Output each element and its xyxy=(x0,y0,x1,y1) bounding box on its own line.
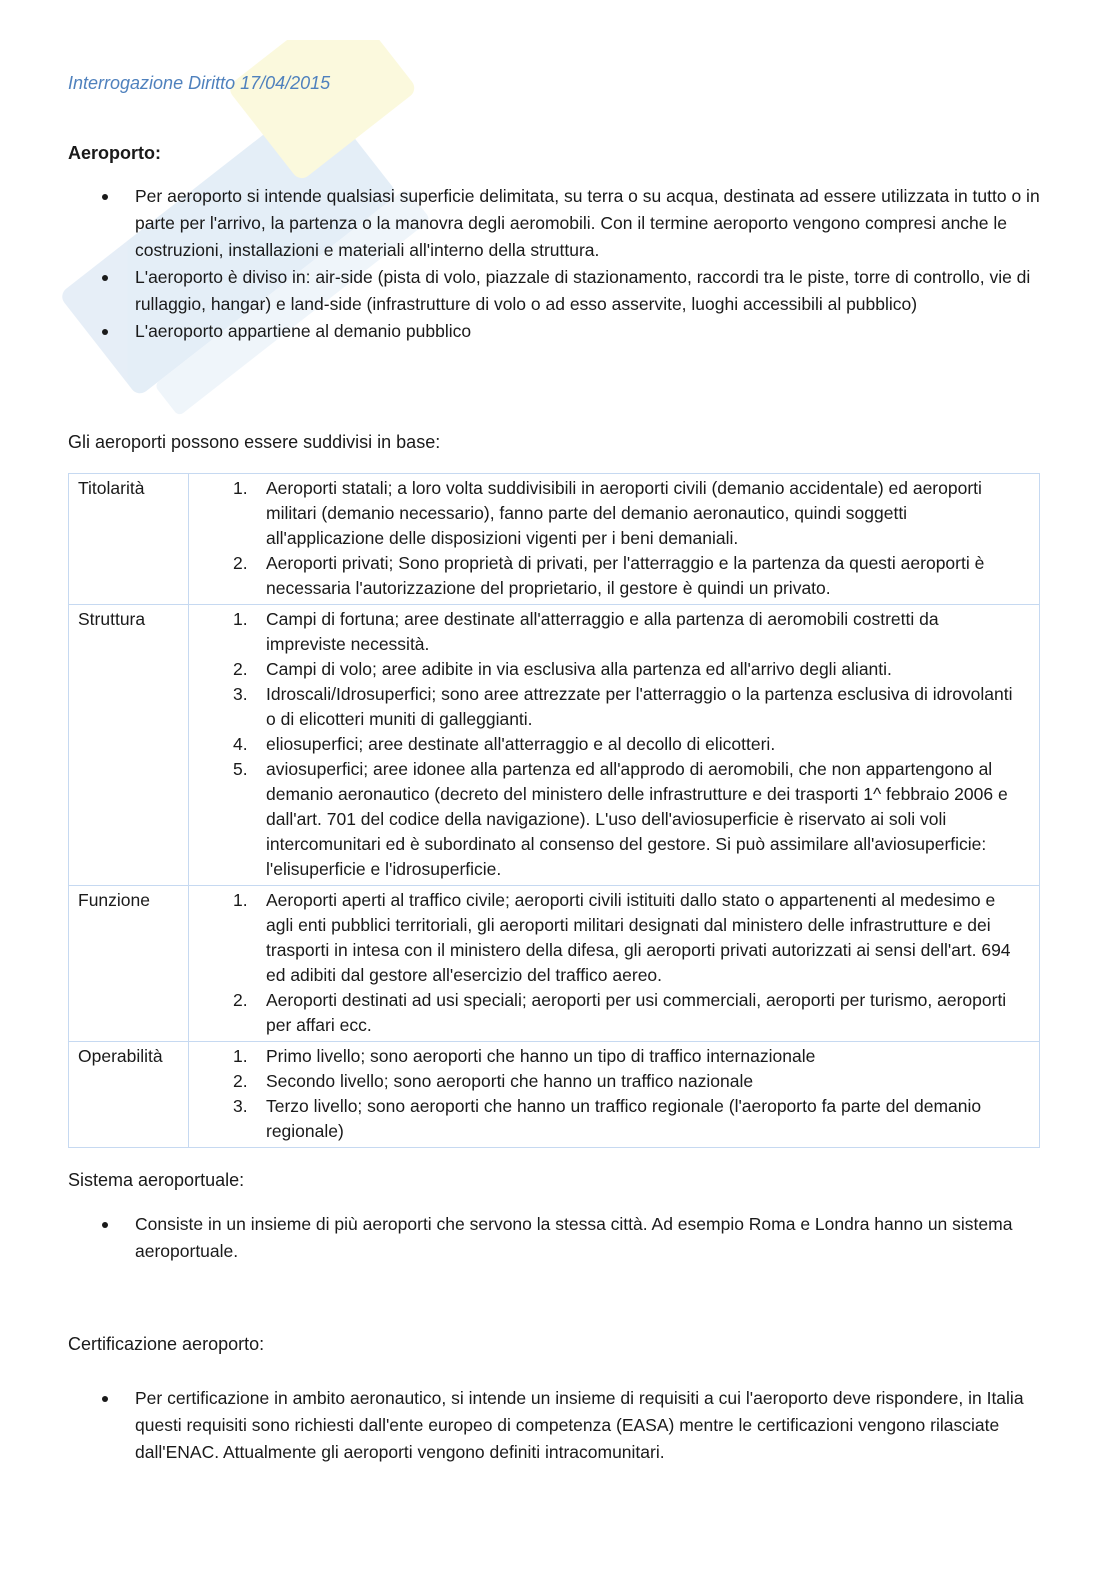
classification-table xyxy=(68,473,1040,1148)
list-item: 5. aviosuperfici; aree idonee alla partenza ed all'approdo di aeromobili, che non appartengono al demanio aeronautico (decreto del ministero delle infrastrutture e dei trasporti 1^ febbraio 2006 e dall'art. 701 del codice della navigazione). L'uso dell'aviosuperficie è riservato ai soli voli intercomunitari ed è subordinato al consenso del gestore. Si può assimilare all'aviosuperficie: l'elisuperficie e l'idrosuperficie. xyxy=(233,759,1008,879)
list-item: L'aeroporto è diviso in: air-side (pista di volo, piazzale di stazionamento, raccordi tra le piste, torre di controllo, vie di rullaggio, hangar) e land-side (infrastrutture di volo o ad esso asservite, luoghi accessibili al pubblico) xyxy=(68,264,1043,318)
category-cell: Operabilità xyxy=(69,1042,189,1148)
category-cell: Funzione xyxy=(69,886,189,1042)
items-cell xyxy=(189,605,1040,886)
list-item: L'aeroporto appartiene al demanio pubblico xyxy=(68,318,1043,345)
list-item: 4. eliosuperfici; aree destinate all'atterraggio e al decollo di elicotteri. xyxy=(233,734,776,754)
classification-intro: Gli aeroporti possono essere suddivisi in base: xyxy=(68,432,441,452)
bullet-icon xyxy=(102,1396,108,1402)
document-header-title: Interrogazione Diritto 17/04/2015 xyxy=(68,73,331,93)
list-item: 1. Aeroporti statali; a loro volta suddivisibili in aeroporti civili (demanio accidentale) ed aeroporti militari (demanio necessario), fanno parte del demanio aeronautico, quindi soggetti all'applicazione delle disposizioni vigenti per i beni demaniali. xyxy=(233,478,982,548)
category-cell: Struttura xyxy=(69,605,189,886)
list-item: 1. Aeroporti aperti al traffico civile; aeroporti civili istituiti dallo stato o appartenenti al medesimo e agli enti pubblici territoriali, gli aeroporti militari designati dal ministero delle infrastrutture e dei trasporti in intesa con il ministero della difesa, gli aeroporti privati autorizzati ai sensi dell'art. 694 ed adibiti dal gestore all'esercizio del traffico aereo. xyxy=(233,890,1011,985)
certificazione-bullet-list xyxy=(68,1385,1043,1466)
category-cell: Titolarità xyxy=(69,474,189,605)
bullet-icon xyxy=(102,194,108,200)
certificazione-heading: Certificazione aeroporto: xyxy=(68,1334,265,1354)
bullet-icon xyxy=(102,329,108,335)
list-item: 2. Aeroporti privati; Sono proprietà di privati, per l'atterraggio e la partenza da questi aeroporti è necessaria l'autorizzazione del proprietario, il gestore è quindi un privato. xyxy=(233,553,985,598)
list-item: 3. Idroscali/Idrosuperfici; sono aree attrezzate per l'atterraggio o la partenza esclusiva di idrovolanti o di elicotteri muniti di galleggianti. xyxy=(233,684,1013,729)
sistema-bullet-list xyxy=(68,1211,1043,1265)
bullet-icon xyxy=(102,275,108,281)
table-row xyxy=(69,886,1040,1042)
items-cell xyxy=(189,474,1040,605)
items-cell xyxy=(189,1042,1040,1148)
list-item: 2. Campi di volo; aree adibite in via esclusiva alla partenza ed all'arrivo degli alianti. xyxy=(233,659,892,679)
list-item: Consiste in un insieme di più aeroporti che servono la stessa città. Ad esempio Roma e Londra hanno un sistema aeroportuale. xyxy=(68,1211,1043,1265)
list-item: Per certificazione in ambito aeronautico, si intende un insieme di requisiti a cui l'aeroporto deve rispondere, in Italia questi requisiti sono richiesti dall'ente europeo di competenza (EASA) mentre le certificazioni vengono rilasciate dall'ENAC. Attualmente gli aeroporti vengono definiti intracomunitari. xyxy=(68,1385,1043,1466)
list-item: 3. Terzo livello; sono aeroporti che hanno un traffico regionale (l'aeroporto fa parte del demanio regionale) xyxy=(233,1096,982,1141)
table-row xyxy=(69,1042,1040,1148)
table-row xyxy=(69,474,1040,605)
list-item: 1. Campi di fortuna; aree destinate all'atterraggio e alla partenza di aeromobili costretti da impreviste necessità. xyxy=(233,609,939,654)
bullet-icon xyxy=(102,1222,108,1228)
list-item: 1. Primo livello; sono aeroporti che hanno un tipo di traffico internazionale xyxy=(233,1046,816,1066)
sistema-heading: Sistema aeroportuale: xyxy=(68,1170,245,1190)
items-cell xyxy=(189,886,1040,1042)
list-item: Per aeroporto si intende qualsiasi superficie delimitata, su terra o su acqua, destinata ad essere utilizzata in tutto o in parte per l'arrivo, la partenza o la manovra degli aeromobili. Con il termine aeroporto vengono compresi anche le costruzioni, installazioni e materiali all'interno della struttura. xyxy=(68,183,1043,264)
list-item: 2. Secondo livello; sono aeroporti che hanno un traffico nazionale xyxy=(233,1071,754,1091)
table-row xyxy=(69,605,1040,886)
aeroporto-heading: Aeroporto: xyxy=(68,143,161,163)
list-item: 2. Aeroporti destinati ad usi speciali; aeroporti per usi commerciali, aeroporti per turismo, aeroporti per affari ecc. xyxy=(233,990,1007,1035)
aeroporto-bullet-list xyxy=(68,183,1043,345)
